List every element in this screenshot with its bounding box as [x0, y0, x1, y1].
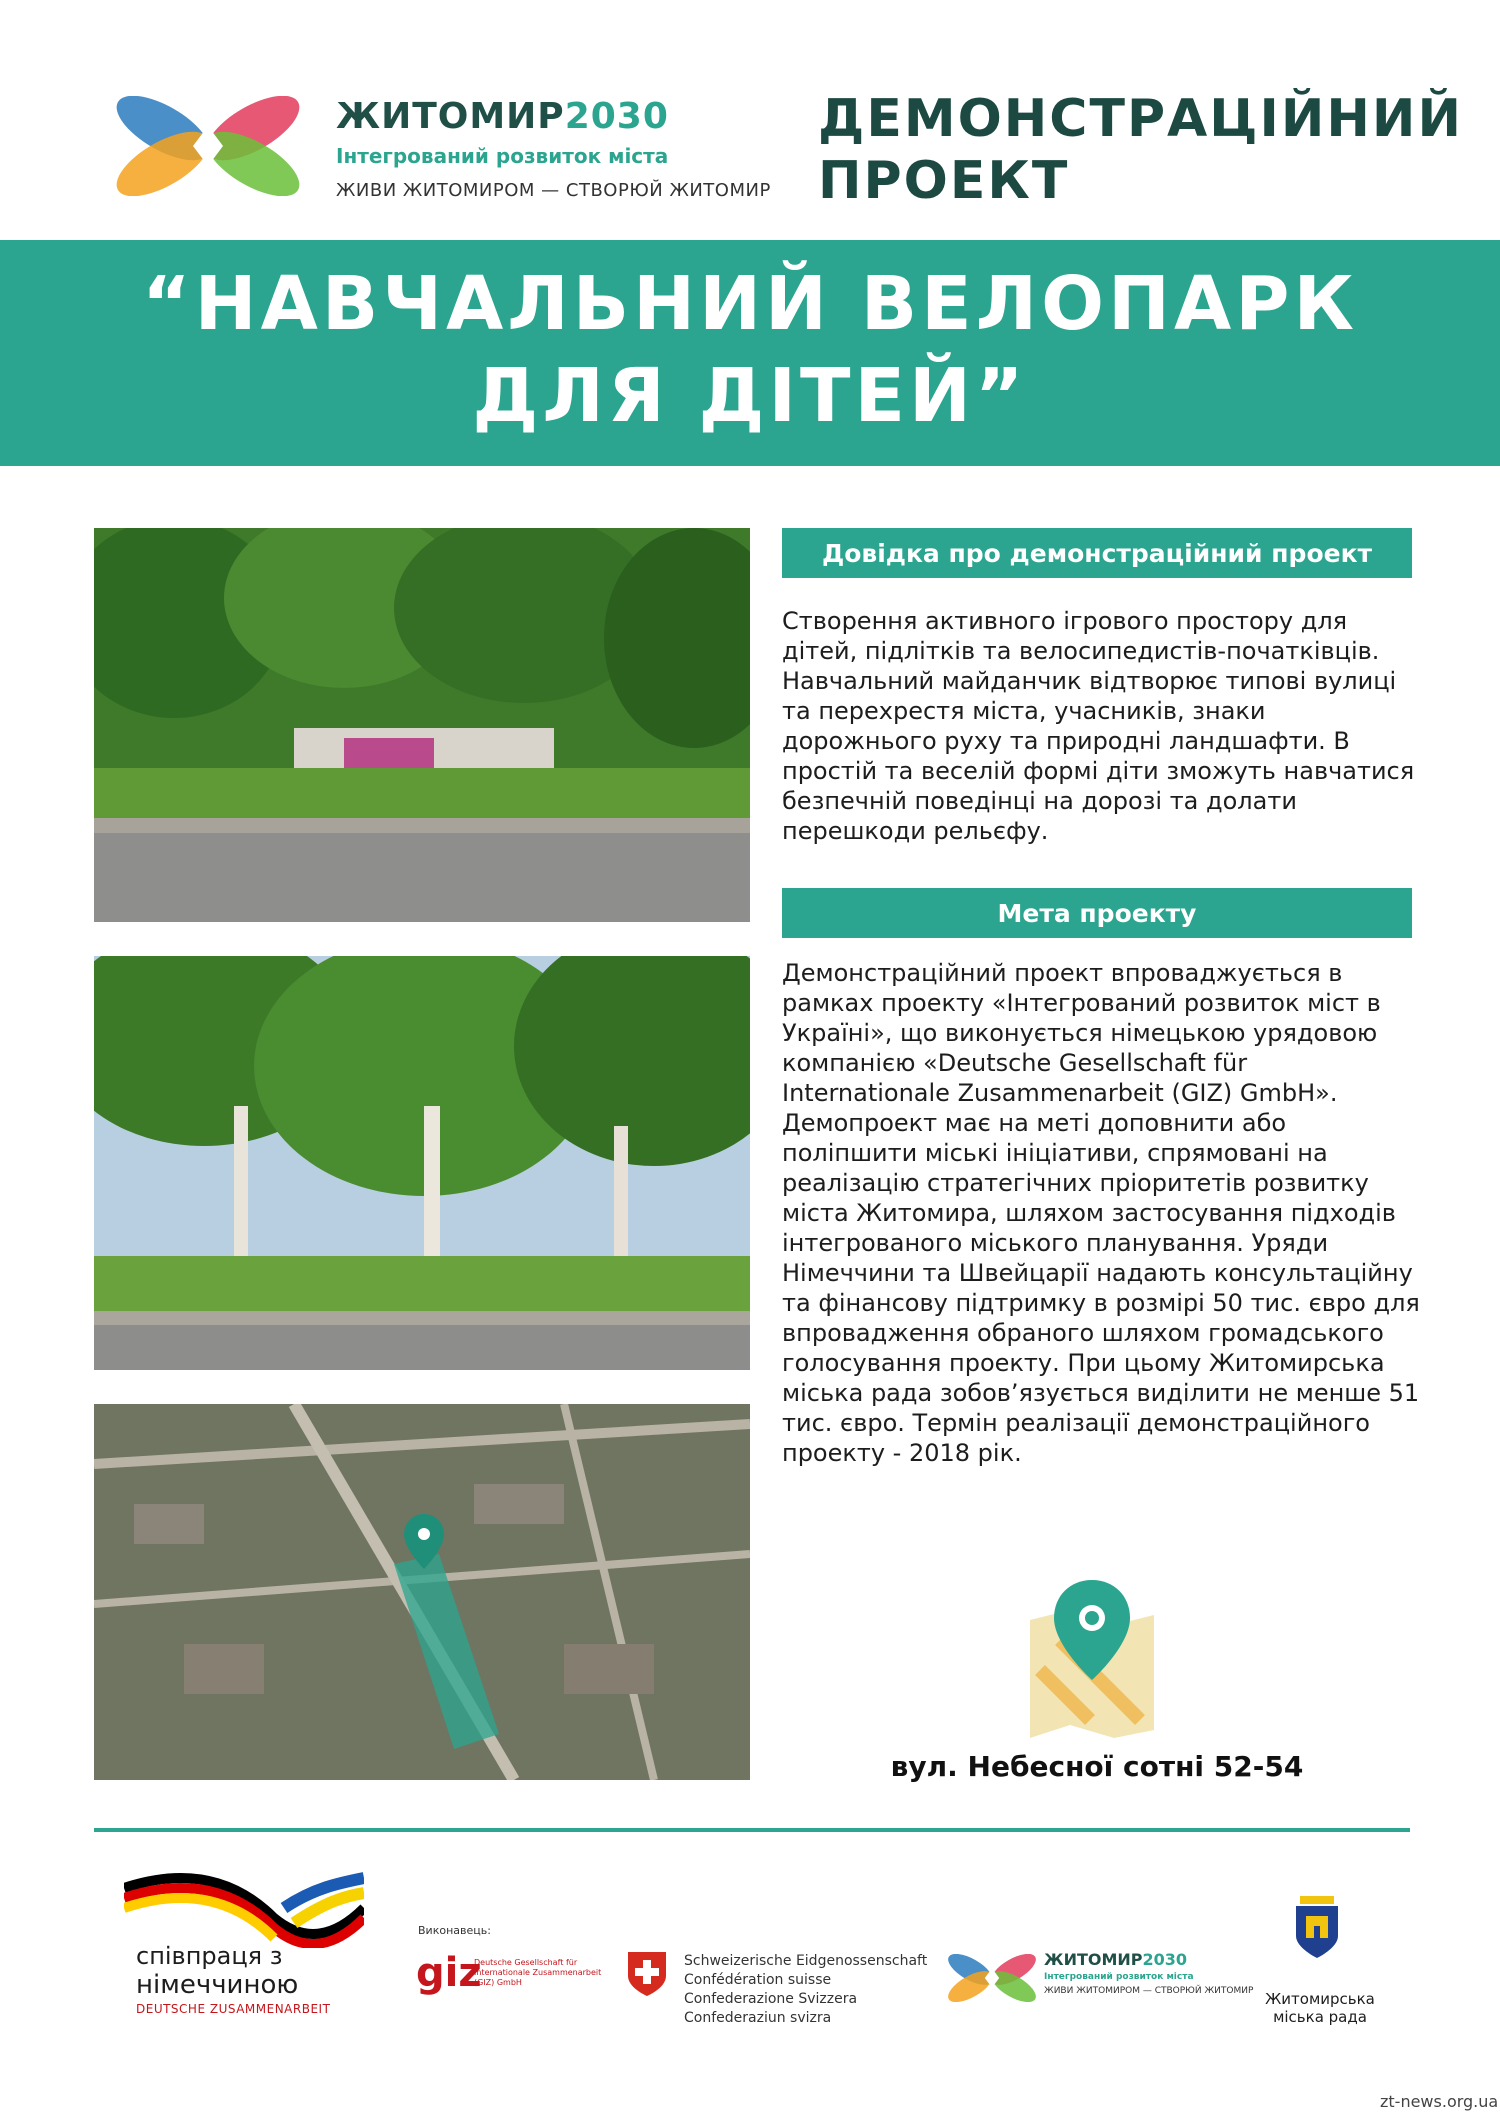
swiss-shield-icon: [628, 1952, 666, 1996]
zhytomyr2030-small-logo-icon: [944, 1954, 1040, 2002]
small-brand-motto: ЖИВИ ЖИТОМИРОМ — СТВОРЮЙ ЖИТОМИР: [1044, 1986, 1254, 1996]
executor-label: Виконавець:: [418, 1924, 491, 1937]
brand-subtitle: Інтегрований розвиток міста: [336, 144, 669, 168]
giz-subtitle: Deutsche Gesellschaft für Internationale Zusammenarbeit (GIZ) GmbH: [474, 1958, 602, 1987]
small-brand-name: ЖИТОМИР2030: [1044, 1950, 1188, 1969]
brand-name: ЖИТОМИР2030: [336, 96, 669, 137]
coop-line-3: DEUTSCHE ZUSAMMENARBEIT: [136, 2002, 331, 2016]
about-text: Створення активного ігрового простору для дітей, підлітків та велосипедистів-початківців. Навчальний майданчик відтворює типові вулиці та перехрестя міста, учасників, знаки дорожнього руху та природні ландшафти. В простій та веселій формі діти зможуть навчатися безпечній поведінці на дорозі та долати перешкоди рельєфу.: [782, 607, 1415, 845]
park-photo-2: [94, 956, 750, 1370]
address: вул. Небесної сотні 52-54: [890, 1750, 1304, 1783]
swiss-confederation-text: Schweizerische Eidgenossenschaft Confédération suisse Confederazione Svizzera Confederaziun svizra: [684, 1953, 928, 2026]
coop-line-1: співпраця з: [136, 1942, 283, 1970]
project-title: “НАВЧАЛЬНИЙ ВЕЛОПАРК ДЛЯ ДІТЕЙ”: [142, 261, 1358, 439]
about-heading: Довідка про демонстраційний проект: [782, 528, 1412, 578]
park-photo-1: [94, 528, 750, 922]
zhytomyr2030-logo-icon: [108, 96, 308, 196]
german-ukrainian-ribbon-icon: [124, 1868, 364, 1948]
goal-heading: Мета проекту: [782, 888, 1412, 938]
small-brand-subtitle: Інтегрований розвиток міста: [1044, 1972, 1194, 1982]
footer-divider: [94, 1828, 1410, 1832]
watermark: zt-news.org.ua: [1380, 2092, 1499, 2111]
goal-text: Демонстраційний проект впроваджується в рамках проекту «Інтегрований розвиток міст в Україні», що виконується німецькою урядовою компанією «Deutsche Gesellschaft für Internationale Zusammenarbeit (GIZ) GmbH». Демопроект має на меті доповнити або поліпшити міські ініціативи, спрямовані на реалізацію стратегічних пріоритетів розвитку міста Житомира, шляхом застосування підходів інтегрованого міського планування. Уряди Німеччини та Швейцарії надають консультаційну та фінансову підтримку в розмірі 50 тис. євро для впровадження обраного шляхом громадського голосування проекту. При цьому Житомирська міська рада зобов’язується виділити не менше 51 тис. євро. Термін реалізації демонстраційного проекту - 2018 рік.: [782, 959, 1420, 1467]
giz-logo: giz: [416, 1950, 482, 1996]
city-coat-of-arms-icon: [1292, 1896, 1342, 1958]
city-council-label: Житомирська міська рада: [1265, 1990, 1375, 2026]
satellite-map: [94, 1404, 750, 1780]
small-brand-year: 2030: [1142, 1950, 1188, 1969]
brand-motto: ЖИВИ ЖИТОМИРОМ — СТВОРЮЙ ЖИТОМИР: [336, 180, 771, 201]
brand-year: 2030: [564, 96, 669, 137]
coop-line-2: німеччиною: [136, 1970, 299, 2000]
demo-project-title: ДЕМОНСТРАЦІЙНИЙ ПРОЕКТ: [818, 89, 1463, 211]
location-map-icon: [1030, 1580, 1154, 1738]
